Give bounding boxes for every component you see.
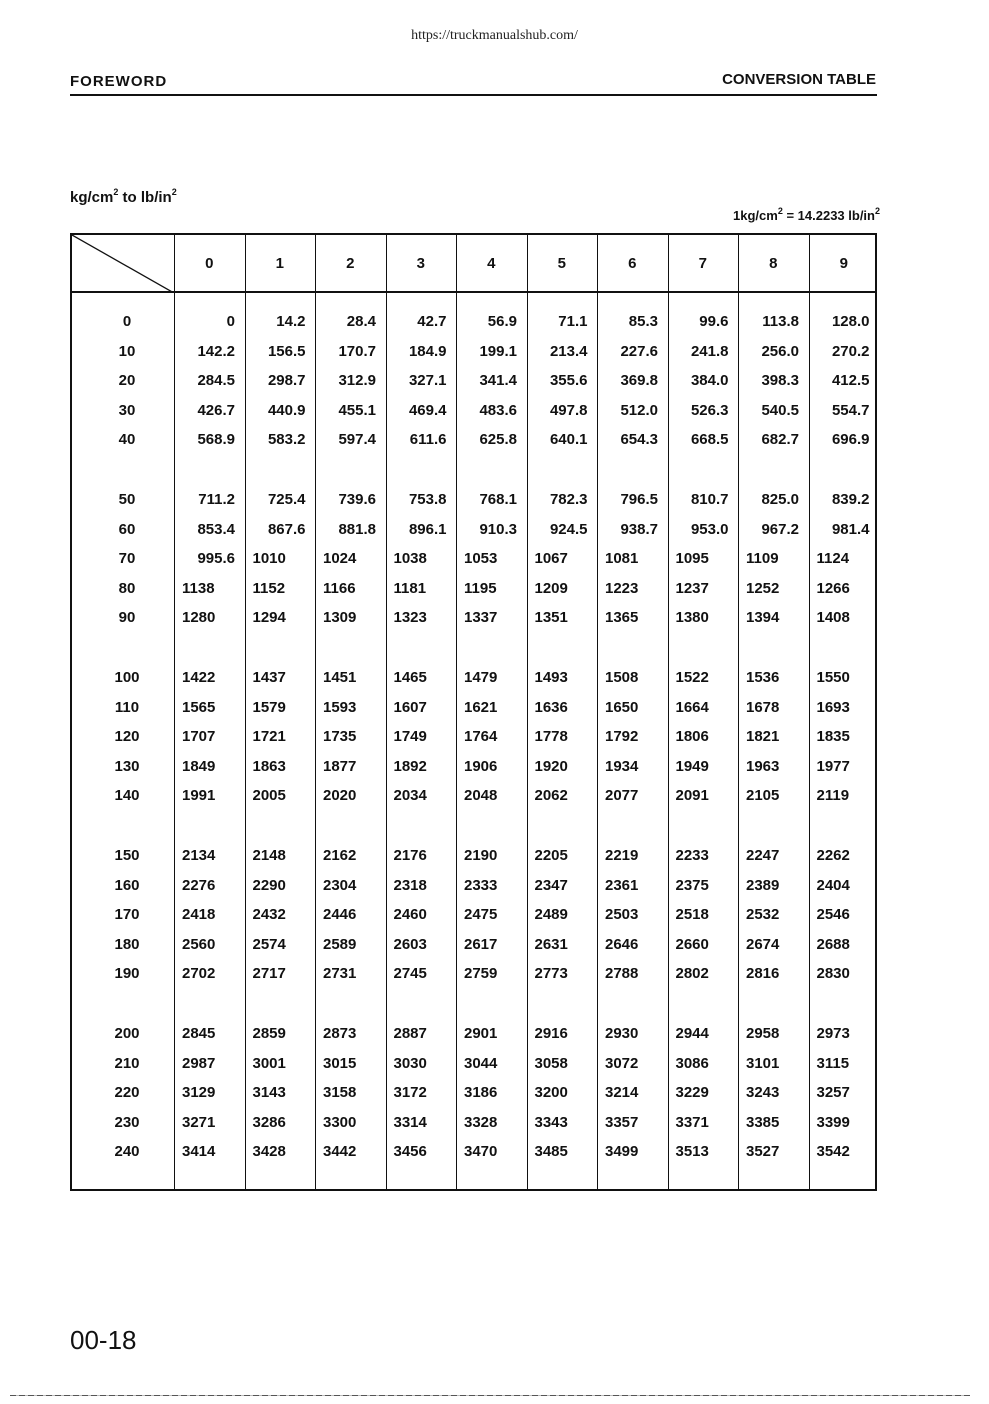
- table-cell: 2660: [675, 935, 709, 953]
- table-cell: 2574: [252, 935, 286, 953]
- table-cell: 583.2: [267, 431, 306, 449]
- table-cell: 28.4: [346, 313, 376, 330]
- table-cell: 2717: [252, 965, 286, 983]
- table-cell: 3229: [675, 1084, 709, 1102]
- table-cell: 1394: [746, 609, 780, 627]
- row-header: 150: [114, 847, 140, 864]
- table-cell: 1536: [746, 669, 780, 686]
- row-header: 60: [118, 520, 136, 538]
- source-url: https://truckmanualshub.com/: [411, 28, 578, 43]
- table-cell: 3015: [323, 1054, 357, 1072]
- row-header: 0: [122, 313, 132, 330]
- table-cell: 1294: [252, 609, 286, 627]
- row-header: 180: [114, 935, 140, 953]
- row-header: 30: [118, 401, 136, 419]
- table-cell: 2276: [182, 876, 216, 894]
- table-cell: 3186: [464, 1084, 498, 1102]
- column-header: 6: [628, 255, 637, 272]
- table-cell: 3371: [675, 1113, 709, 1131]
- table-cell: 1195: [464, 579, 497, 597]
- table-cell: 469.4: [408, 401, 447, 419]
- table-cell: 597.4: [338, 431, 376, 449]
- table-cell: 711.2: [198, 491, 235, 508]
- table-cell: 1934: [605, 757, 639, 775]
- corner-diagonal: [72, 235, 174, 293]
- table-cell: 1081: [605, 550, 639, 568]
- table-cell: 85.3: [628, 313, 658, 330]
- table-cell: 2219: [605, 847, 639, 864]
- table-cell: 554.7: [831, 401, 870, 419]
- table-cell: 825.0: [761, 491, 799, 508]
- table-cell: 953.0: [690, 520, 729, 538]
- table-cell: 2034: [393, 787, 427, 805]
- column-header: 7: [698, 255, 707, 272]
- row-header: 110: [114, 698, 140, 716]
- table-cell: 867.6: [267, 520, 306, 538]
- table-cell: 1849: [182, 757, 216, 775]
- conversion-table: [70, 233, 877, 1191]
- table-cell: 1636: [534, 698, 568, 716]
- row-header: 200: [114, 1025, 140, 1042]
- table-cell: 1351: [534, 609, 568, 627]
- table-cell: 2532: [746, 906, 780, 924]
- table-cell: 184.9: [408, 342, 447, 360]
- table-cell: 327.1: [408, 372, 447, 390]
- table-cell: 113.8: [762, 313, 799, 330]
- table-cell: 3485: [534, 1143, 568, 1161]
- row-header: 190: [114, 965, 140, 983]
- table-cell: 369.8: [620, 372, 658, 390]
- row-header: 140: [114, 787, 140, 805]
- table-cell: 1252: [746, 579, 780, 597]
- table-cell: 227.6: [620, 342, 658, 360]
- table-cell: 1508: [605, 669, 639, 686]
- table-cell: 1280: [182, 609, 216, 627]
- table-cell: 2190: [464, 847, 498, 864]
- table-cell: 839.2: [831, 491, 870, 508]
- table-cell: 3101: [746, 1054, 780, 1072]
- table-cell: 1892: [393, 757, 427, 775]
- row-header: 240: [114, 1143, 140, 1161]
- table-cell: 1166: [323, 579, 356, 597]
- table-cell: 3271: [182, 1113, 216, 1131]
- table-cell: 497.8: [549, 401, 588, 419]
- table-cell: 2603: [393, 935, 427, 953]
- table-cell: 2802: [675, 965, 709, 983]
- table-cell: 568.9: [197, 431, 235, 449]
- table-cell: 2446: [323, 906, 357, 924]
- table-cell: 3499: [605, 1143, 639, 1161]
- table-cell: 625.8: [479, 431, 517, 449]
- table-cell: 1053: [464, 550, 498, 568]
- table-cell: 910.3: [479, 520, 517, 538]
- table-cell: 1209: [534, 579, 568, 597]
- table-cell: 924.5: [549, 520, 588, 538]
- table-cell: 1067: [534, 550, 568, 568]
- table-cell: 14.2: [276, 313, 306, 330]
- table-cell: 2119: [816, 787, 850, 805]
- table-cell: 526.3: [690, 401, 729, 419]
- table-cell: 1906: [464, 757, 498, 775]
- table-cell: 1109: [746, 550, 779, 568]
- row-header: 120: [114, 728, 140, 746]
- table-cell: 768.1: [479, 491, 517, 508]
- table-cell: 455.1: [338, 401, 376, 419]
- column-header: 9: [839, 255, 848, 272]
- column-header: 2: [346, 255, 355, 272]
- table-cell: 2475: [464, 906, 498, 924]
- table-cell: 2077: [605, 787, 639, 805]
- table-cell: 1437: [252, 669, 286, 686]
- table-cell: 1735: [323, 728, 357, 746]
- table-cell: 3527: [746, 1143, 780, 1161]
- table-cell: 2830: [816, 965, 850, 983]
- table-cell: 2389: [746, 876, 780, 894]
- table-cell: 881.8: [338, 520, 376, 538]
- table-cell: 1565: [182, 698, 216, 716]
- table-cell: 3115: [816, 1054, 850, 1072]
- table-cell: 1949: [675, 757, 709, 775]
- table-cell: 640.1: [549, 431, 588, 449]
- row-header: 40: [118, 431, 136, 449]
- table-cell: 725.4: [267, 491, 306, 508]
- table-cell: 2418: [182, 906, 216, 924]
- row-header: 160: [114, 876, 140, 894]
- table-cell: 3314: [393, 1113, 427, 1131]
- table-cell: 2788: [605, 965, 639, 983]
- table-cell: 1792: [605, 728, 639, 746]
- row-header: 170: [114, 906, 140, 924]
- table-cell: 412.5: [831, 372, 870, 390]
- table-cell: 3328: [464, 1113, 498, 1131]
- table-cell: 2631: [534, 935, 568, 953]
- table-cell: 2901: [464, 1025, 498, 1042]
- table-cell: 2859: [252, 1025, 286, 1042]
- table-cell: 3428: [252, 1143, 286, 1161]
- column-header: 1: [275, 255, 284, 272]
- table-cell: 1550: [816, 669, 850, 686]
- table-cell: 1024: [323, 550, 357, 568]
- table-cell: 3300: [323, 1113, 357, 1131]
- column-header: 0: [205, 255, 214, 272]
- table-cell: 2887: [393, 1025, 427, 1042]
- table-cell: 1607: [393, 698, 427, 716]
- table-cell: 2091: [675, 787, 709, 805]
- table-cell: 2873: [323, 1025, 357, 1042]
- table-cell: 2148: [252, 847, 286, 864]
- column-header: 8: [769, 255, 778, 272]
- table-cell: 2205: [534, 847, 568, 864]
- table-cell: 3286: [252, 1113, 286, 1131]
- table-cell: 2674: [746, 935, 780, 953]
- table-cell: 896.1: [408, 520, 447, 538]
- table-cell: 1877: [323, 757, 357, 775]
- page-number: 00-18: [70, 1325, 137, 1355]
- table-cell: 1493: [534, 669, 568, 686]
- table-cell: 2745: [393, 965, 427, 983]
- table-cell: 796.5: [620, 491, 658, 508]
- table-cell: 56.9: [487, 313, 517, 330]
- table-cell: 967.2: [761, 520, 799, 538]
- table-cell: 1337: [464, 609, 498, 627]
- table-cell: 2987: [182, 1054, 216, 1072]
- table-cell: 3129: [182, 1084, 216, 1102]
- table-cell: 1707: [182, 728, 216, 746]
- table-cell: 2958: [746, 1025, 780, 1042]
- table-cell: 1678: [746, 698, 780, 716]
- table-cell: 2845: [182, 1025, 216, 1042]
- table-cell: 2347: [534, 876, 568, 894]
- table-cell: 2460: [393, 906, 427, 924]
- table-cell: 2233: [675, 847, 709, 864]
- table-cell: 668.5: [690, 431, 729, 449]
- header-rule: [70, 94, 877, 96]
- table-cell: 71.1: [558, 313, 588, 330]
- table-cell: 938.7: [620, 520, 658, 538]
- table-cell: 1309: [323, 609, 357, 627]
- table-cell: 1152: [252, 579, 286, 597]
- table-cell: 1365: [605, 609, 639, 627]
- table-cell: 2375: [675, 876, 709, 894]
- table-cell: 3072: [605, 1054, 639, 1072]
- table-cell: 3143: [252, 1084, 286, 1102]
- table-cell: 512.0: [620, 401, 658, 419]
- table-cell: 1863: [252, 757, 286, 775]
- table-cell: 753.8: [408, 491, 447, 508]
- table-cell: 2247: [746, 847, 780, 864]
- table-cell: 99.6: [699, 313, 729, 330]
- table-cell: 1223: [605, 579, 639, 597]
- table-cell: 2503: [605, 906, 639, 924]
- table-cell: 1095: [675, 550, 709, 568]
- table-cell: 426.7: [197, 401, 235, 419]
- table-cell: 3385: [746, 1113, 780, 1131]
- table-cell: 1778: [534, 728, 568, 746]
- table-cell: 1764: [464, 728, 498, 746]
- table-subtitle: $kg/cm^2$ to $lb/in^2$: [70, 187, 177, 206]
- table-cell: 2134: [182, 847, 216, 864]
- table-cell: 1621: [464, 698, 498, 716]
- table-cell: 0: [226, 313, 235, 330]
- table-cell: 1806: [675, 728, 709, 746]
- table-cell: 1422: [182, 669, 216, 686]
- table-cell: 1408: [816, 609, 850, 627]
- table-cell: 3414: [182, 1143, 216, 1161]
- table-cell: 2944: [675, 1025, 709, 1042]
- table-cell: 696.9: [831, 431, 870, 449]
- table-cell: 1721: [252, 728, 286, 746]
- section-title: FOREWORD: [70, 73, 168, 90]
- table-cell: 682.7: [761, 431, 799, 449]
- table-cell: 199.1: [479, 342, 517, 360]
- header-separator: [72, 291, 875, 293]
- column-header: 3: [416, 255, 425, 272]
- table-cell: 341.4: [479, 372, 517, 390]
- table-cell: 2688: [816, 935, 850, 953]
- table-cell: 3044: [464, 1054, 498, 1072]
- table-cell: 2062: [534, 787, 568, 805]
- table-cell: 1138: [182, 579, 215, 597]
- table-cell: 853.4: [197, 520, 235, 538]
- table-cell: 1749: [393, 728, 427, 746]
- table-cell: 1479: [464, 669, 498, 686]
- table-cell: 2048: [464, 787, 498, 805]
- row-header: 100: [114, 669, 140, 686]
- table-cell: 2518: [675, 906, 709, 924]
- table-cell: 1835: [816, 728, 850, 746]
- row-header: 210: [114, 1054, 140, 1072]
- table-cell: 2560: [182, 935, 216, 953]
- table-cell: 3343: [534, 1113, 568, 1131]
- table-cell: 156.5: [267, 342, 306, 360]
- page-title: CONVERSION TABLE: [722, 71, 876, 88]
- table-cell: 1664: [675, 698, 709, 716]
- table-cell: 1593: [323, 698, 357, 716]
- table-cell: 3158: [323, 1084, 357, 1102]
- table-cell: 2617: [464, 935, 498, 953]
- table-cell: 2916: [534, 1025, 568, 1042]
- table-cell: 3357: [605, 1113, 639, 1131]
- table-cell: 2404: [816, 876, 850, 894]
- row-header: 70: [118, 550, 136, 568]
- table-cell: 611.6: [409, 431, 447, 449]
- table-cell: 284.5: [197, 372, 235, 390]
- table-cell: 2290: [252, 876, 286, 894]
- table-cell: 3058: [534, 1054, 568, 1072]
- table-cell: 981.4: [831, 520, 870, 538]
- table-cell: 1693: [816, 698, 850, 716]
- table-cell: 2304: [323, 876, 357, 894]
- table-cell: 3200: [534, 1084, 568, 1102]
- table-cell: 1579: [252, 698, 286, 716]
- table-cell: 2005: [252, 787, 286, 805]
- table-cell: 1010: [252, 550, 286, 568]
- table-cell: 1181: [393, 579, 427, 597]
- table-cell: 2176: [393, 847, 427, 864]
- table-cell: 2432: [252, 906, 286, 924]
- table-cell: 256.0: [761, 342, 799, 360]
- table-cell: 2361: [605, 876, 639, 894]
- table-cell: 1522: [675, 669, 709, 686]
- table-cell: 483.6: [479, 401, 517, 419]
- table-cell: 3513: [675, 1143, 709, 1161]
- table-cell: 2973: [816, 1025, 850, 1042]
- table-cell: 1124: [816, 550, 850, 568]
- table-cell: 312.9: [338, 372, 376, 390]
- table-cell: 3442: [323, 1143, 357, 1161]
- table-cell: 782.3: [549, 491, 588, 508]
- table-cell: 995.6: [197, 550, 235, 568]
- table-cell: 270.2: [831, 342, 870, 360]
- table-cell: 355.6: [549, 372, 588, 390]
- table-cell: 1963: [746, 757, 780, 775]
- table-cell: 654.3: [620, 431, 658, 449]
- table-cell: 142.2: [197, 342, 235, 360]
- table-cell: 3470: [464, 1143, 498, 1161]
- table-cell: 2162: [323, 847, 357, 864]
- table-cell: 170.7: [338, 342, 376, 360]
- table-cell: 739.6: [338, 491, 376, 508]
- column-header: 4: [487, 255, 496, 272]
- table-cell: 2333: [464, 876, 498, 894]
- table-cell: 42.7: [417, 313, 447, 330]
- table-cell: 3542: [816, 1143, 850, 1161]
- table-cell: 2759: [464, 965, 498, 983]
- table-cell: 440.9: [267, 401, 306, 419]
- table-cell: 1991: [182, 787, 216, 805]
- bottom-rule: [10, 1395, 970, 1396]
- table-cell: 1451: [323, 669, 357, 686]
- table-cell: 3030: [393, 1054, 427, 1072]
- table-cell: 2105: [746, 787, 780, 805]
- table-cell: 298.7: [267, 372, 306, 390]
- column-header: 5: [557, 255, 566, 272]
- table-cell: 1977: [816, 757, 850, 775]
- table-cell: 3456: [393, 1143, 427, 1161]
- table-cell: 1920: [534, 757, 568, 775]
- table-cell: 241.8: [690, 342, 729, 360]
- table-cell: 2731: [323, 965, 357, 983]
- table-cell: 2489: [534, 906, 568, 924]
- table-cell: 1038: [393, 550, 427, 568]
- table-cell: 1380: [675, 609, 709, 627]
- table-cell: 3172: [393, 1084, 427, 1102]
- table-cell: 2262: [816, 847, 850, 864]
- table-cell: 1465: [393, 669, 427, 686]
- table-cell: 384.0: [690, 372, 729, 390]
- table-cell: 1821: [746, 728, 780, 746]
- table-cell: 2702: [182, 965, 216, 983]
- table-cell: 3214: [605, 1084, 639, 1102]
- table-cell: 3086: [675, 1054, 709, 1072]
- row-header: 50: [118, 491, 136, 508]
- table-cell: 1323: [393, 609, 427, 627]
- table-cell: 3001: [252, 1054, 286, 1072]
- table-cell: 1266: [816, 579, 850, 597]
- table-cell: 2318: [393, 876, 427, 894]
- table-cell: 540.5: [761, 401, 799, 419]
- row-header: 20: [118, 372, 136, 390]
- table-cell: 213.4: [549, 342, 588, 360]
- table-cell: 2589: [323, 935, 357, 953]
- row-header: 130: [114, 757, 140, 775]
- table-cell: 3399: [816, 1113, 850, 1131]
- table-cell: 128.0: [831, 313, 870, 330]
- table-cell: 3243: [746, 1084, 780, 1102]
- conversion-factor: $1kg/cm^2 = 14.2233$ $lb/in^2$: [733, 206, 880, 223]
- row-header: 80: [118, 579, 136, 597]
- table-cell: 398.3: [761, 372, 799, 390]
- table-cell: 3257: [816, 1084, 850, 1102]
- table-cell: 2816: [746, 965, 780, 983]
- row-header: 90: [118, 609, 136, 627]
- row-header: 220: [114, 1084, 140, 1102]
- table-cell: 2930: [605, 1025, 639, 1042]
- table-cell: 2646: [605, 935, 639, 953]
- table-cell: 2773: [534, 965, 568, 983]
- row-header: 10: [118, 342, 136, 360]
- table-cell: 1650: [605, 698, 639, 716]
- table-cell: 2020: [323, 787, 357, 805]
- row-header: 230: [114, 1113, 140, 1131]
- table-cell: 810.7: [690, 491, 729, 508]
- table-cell: 2546: [816, 906, 850, 924]
- table-cell: 1237: [675, 579, 709, 597]
